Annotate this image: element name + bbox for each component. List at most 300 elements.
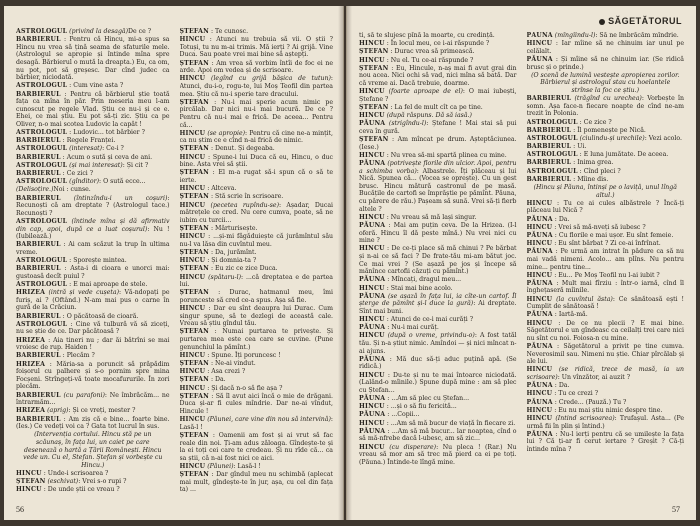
speaker-name: PĂUNA <box>526 311 553 319</box>
stage-direction: (Păunei) <box>207 462 234 470</box>
dialogue-line <box>16 162 170 170</box>
speaker-name: ȘTEFAN <box>179 248 209 256</box>
speaker-name: HINCU <box>359 213 385 221</box>
dialogue-line <box>359 293 517 316</box>
dialogue-line <box>527 151 685 159</box>
dialogue-line <box>359 88 517 103</box>
speaker-name: ȘTEFAN <box>179 193 209 201</box>
speaker-name: ȘTEFAN <box>179 360 209 367</box>
left-page-column-1 <box>16 28 170 502</box>
dialogue-line <box>180 233 334 248</box>
stage-direction: (spătaru-l) <box>208 273 241 281</box>
dialogue-line <box>16 392 170 407</box>
speaker-name: PĂUNA <box>359 276 386 284</box>
speaker-name: HINCU <box>16 486 42 494</box>
dialogue-text: : O păcătoasă de cioară. <box>62 312 139 320</box>
dialogue-line <box>359 395 517 403</box>
speaker-name: HINCU <box>359 40 385 48</box>
dialogue-line <box>359 214 517 222</box>
dialogue-line <box>527 407 685 415</box>
dialogue-line <box>180 274 334 289</box>
dialogue-line <box>16 178 170 186</box>
dialogue-line <box>16 337 170 352</box>
dialogue-line <box>180 328 334 351</box>
dialogue-text: : Nu pleca ! (Rar.) Nu vreau să mor am să trec mă pierd ca ei pe toți. (Păuna.) Întinde-te lîngă mine. <box>359 443 517 466</box>
stage-direction: (foarte aproape de el) <box>388 88 463 96</box>
stage-direction: (cu disperare) <box>389 443 437 451</box>
dialogue-text: : Lasă-l ! <box>179 416 333 431</box>
dialogue-line <box>16 407 170 415</box>
speaker-name: BARBIERUL <box>16 415 61 423</box>
stage-direction: (pecetea rupîndu-se) <box>210 201 279 209</box>
dialogue-text: : Da. <box>210 376 226 384</box>
dialogue-text: : La fel de mult cît ca pe tine. <box>390 103 483 111</box>
speaker-name: ASTROLOGUL <box>16 129 68 137</box>
dialogue-line <box>180 75 334 98</box>
speaker-name: HINCU <box>179 257 206 265</box>
dialogue-line <box>527 72 685 95</box>
speaker-name: HINCU <box>359 403 385 411</box>
stage-direction: (trăgînd cu urechea) <box>574 95 642 103</box>
stage-direction: (privind la desagă) <box>69 28 129 35</box>
dialogue-text: : Mîine dis. <box>573 175 609 183</box>
dialogue-line <box>180 257 334 265</box>
dialogue-text: De ce ? <box>128 28 152 35</box>
dialogue-text: : Eu... Pe Moș Teofil nu l-ai iubit ? <box>554 271 660 279</box>
stage-direction: (Intervenția cortului. Hincu stă pe un scăunaș, în fața lui, un caiet pe care desenează o hartă a Țării Românești. Hincu vede un. Cu el, Stefan. Ștefan și vorbește cu Hincu.) <box>23 431 163 469</box>
page-number-left: 56 <box>16 505 24 514</box>
dialogue-line <box>16 416 170 431</box>
dialogue-text: : Ce zice ? <box>579 118 612 126</box>
stage-direction: (interesat) <box>69 145 103 153</box>
stage-direction: (eschivat) <box>47 478 79 486</box>
stage-direction: (întinde mîna și dă afirmativ din cap, apoi, după ce a luat coșurul) <box>16 217 170 233</box>
dialogue-line <box>16 281 170 289</box>
dialogue-text: : Eu zic ce zice Duca. <box>210 265 278 273</box>
dialogue-line <box>359 48 517 56</box>
right-page-column-2 <box>527 32 685 502</box>
dialogue-text: : Ce zici ? <box>62 170 94 178</box>
dialogue-line <box>359 160 517 213</box>
dialogue-line <box>359 372 517 395</box>
dialogue-text: : Te cunosc. <box>210 28 249 35</box>
dialogue-text: : Ludovic... tot bărbier ? <box>69 129 145 137</box>
speaker-name: HINCU <box>526 319 553 327</box>
stage-direction: (ciulindu-și urechile) <box>579 134 645 142</box>
dialogue-line <box>527 382 685 390</box>
dialogue-text: : El m-a rugat să-i spun că o să te ierte. <box>179 169 333 185</box>
dialogue-line <box>180 193 334 201</box>
dialogue-line <box>527 248 685 271</box>
dialogue-text: : ...Am să plec cu Ștefan... <box>387 394 470 402</box>
speaker-name: ASTROLOGUL <box>16 28 68 35</box>
dialogue-line <box>527 343 685 366</box>
dialogue-text: : De ce-ți place să mă chinui ? Pe bărbat și n-ai ce să faci ? De frate-tău mi-am bătut joc. Ce mai vrei ? (Se așază pe jos și începe să mănînce cartofii căzuți cu pămînt.) <box>359 245 517 276</box>
speaker-name: BARBIERUL <box>16 241 61 249</box>
stage-direction: (mîngîindu-l) <box>554 32 596 39</box>
stage-direction: (și mai interesat) <box>69 161 123 169</box>
dialogue-text: : Ai dreptate. Sînt mai buni. <box>359 300 517 315</box>
dialogue-line <box>527 135 685 143</box>
dialogue-line <box>16 265 170 280</box>
dialogue-text: : Și cit ? <box>122 161 149 169</box>
speaker-name: ASTROLOGUL <box>526 167 578 175</box>
dialogue-line <box>16 28 170 36</box>
speaker-name: HINCU <box>526 199 553 207</box>
dialogue-line <box>180 202 334 225</box>
speaker-name: HINCU <box>179 153 206 161</box>
dialogue-text: : De unde știi ce vreau ? <box>43 486 120 494</box>
dialogue-text: : Denut. Și degeaba. <box>210 145 275 153</box>
speaker-name: ȘTEFAN <box>179 289 209 297</box>
dialogue-text: : Asa crezi ? <box>207 368 246 376</box>
dialogue-line <box>16 352 170 360</box>
speaker-name: ASTROLOGUL <box>526 118 578 126</box>
speaker-name: BARBIERUL <box>16 352 61 360</box>
dialogue-text: : Plecăm ? <box>62 352 95 360</box>
dialogue-line <box>180 305 334 328</box>
dialogue-line <box>16 431 170 469</box>
dialogue-line <box>527 415 685 430</box>
dialogue-line <box>359 285 517 293</box>
stage-direction: (Intind scrisoarea) <box>555 414 615 422</box>
dialogue-text: : Mă duc să-ți aduc puțină apă. (Se ridică.) <box>359 355 517 371</box>
dialogue-text: : Albastrele. Îți plăceau și lui Nică. Spunea că... (Vocea se oprește). Cu un gest brusc. Hincu mătură castronul de pe masă. Bucățile de cartofi se împrăștie pe pămînt. Păuna, cu părere de rău.) Pașeam să sună. Vrei să-ți fierb altele ? <box>359 167 517 213</box>
dialogue-line <box>527 240 685 248</box>
dialogue-text: : Așadar, Ducai mătrețele ce cred. Nu cere cumva, poate, să ne iubim cu turcii... <box>179 201 333 224</box>
speaker-name: BARBIERUL <box>526 159 572 167</box>
dialogue-line <box>180 471 334 494</box>
speaker-name: HINCU <box>359 443 385 451</box>
dialogue-text: : Nu vreau să mă lași singur. <box>386 213 477 221</box>
dialogue-text: : Acum o sută și ceva de ani. <box>62 153 153 161</box>
dialogue-text: : Și domnia-ta ? <box>207 257 257 265</box>
stage-direction: (Delisoțire.) <box>16 186 54 194</box>
dialogue-line <box>527 232 685 240</box>
dialogue-line <box>359 57 517 65</box>
dialogue-line <box>359 411 517 419</box>
dialogue-line <box>527 40 685 55</box>
dialogue-text: : Nu-l ierți pentru că se umilește la fața lui ? Că ți-ar fi cerut iertare ? Greșit ? Că-ți întinde mîna ? <box>526 430 684 453</box>
dialogue-text: : Pentru că bărbierul știe toată fața ca mîna în păr. Prin meseria meu l-am cunoscut pe regele Vlad. Știu ce nu-i și ce e. Ehei, ce mai știu. Eu pot să-ți zic. Știu ca pe Oliver, n-o mai scotea Ludovic la capăt ! <box>16 90 170 128</box>
speaker-name: ASTROLOGUL <box>16 281 68 289</box>
dialogue-text: : Cine vă tulbură vă să ziceți, nu se știe de ce. Dar păcătoasă ? <box>16 320 170 336</box>
dialogue-text: : Tu ce ai cules albăstrele ? Încă-ți plăceau lui Nică ? <box>526 199 684 215</box>
speaker-name: HINCU <box>359 151 385 159</box>
dialogue-text: : Eu, Hincule, n-aș mai fi avut grai din nou acea. Nici ochi să vad, nici mîna să bată. Dar că vreme ai. Dacă trebuie, doarme. <box>359 64 517 87</box>
dialogue-text: : Cum vine asta ? <box>69 82 124 90</box>
dialogue-line <box>359 112 517 120</box>
dialogue-text: : ...și-mi făgăduiește că jurămîntul său nu-l va lăsa din cuvîntul meu. <box>179 233 333 248</box>
speaker-name: ȘTEFAN <box>359 48 389 56</box>
dialogue-text: : Ce sănătoasă ești ! Cumplit de sănătoasă ! <box>526 295 684 311</box>
dialogue-text: : E mai aproape de stele. <box>69 281 148 289</box>
stage-direction: (întinzîndu-i un coșuri) <box>73 194 168 202</box>
dialogue-text: : Spune-i lui Duca că eu, Hincu, o duc bine. Asta vrei să știi. <box>179 153 333 169</box>
dialogue-text: : Spune. Îți poruncesc ! <box>207 351 281 359</box>
speaker-name: ȘTEFAN <box>179 59 209 67</box>
speaker-name: ASTROLOGUL <box>16 145 68 153</box>
dialogue-text: : ...că dreptatea e de partea lui. <box>179 273 333 289</box>
speaker-name: ȘTEFAN <box>16 478 46 486</box>
dialogue-line <box>16 154 170 162</box>
dialogue-line <box>527 176 685 184</box>
stage-direction: (se ridică, trece de masă, ia un scrisoare) <box>526 366 684 381</box>
right-page <box>346 6 696 520</box>
dialogue-text: : Da. <box>554 382 570 390</box>
speaker-name: PĂUNA <box>359 120 386 128</box>
dialogue-line <box>16 36 170 82</box>
dialogue-line <box>527 184 685 199</box>
dialogue-line <box>180 36 334 59</box>
dialogue-line <box>16 145 170 153</box>
speaker-name: PĂUNA <box>526 32 553 39</box>
speaker-name: HINCU <box>359 419 385 427</box>
speaker-name: BARBIERUL <box>16 90 61 98</box>
speaker-name: BARBIERUL <box>16 312 61 320</box>
speaker-name: HINCU <box>526 366 553 374</box>
speaker-name: HINCU <box>179 129 206 137</box>
stage-direction: (intră și vede cușeta) <box>48 289 119 297</box>
speaker-name: ȘTEFAN <box>179 169 209 177</box>
dialogue-text: : Ce-i ? <box>102 145 124 153</box>
dialogue-line <box>359 444 517 467</box>
dialogue-text: : Să îl avut aici încă o mie de drăgani. Duca și-ar fi cules mîndrie. Dar ne-ai vîndut, Hincule ! <box>179 392 333 415</box>
speaker-name: HINCU <box>526 406 553 414</box>
dialogue-line <box>359 324 517 332</box>
running-header-title: SĂGETĂTORUL <box>608 16 682 26</box>
stage-direction: (după răspuns. Dă să iasă.) <box>386 112 472 120</box>
speaker-name: HINCU <box>526 295 553 303</box>
dialogue-text: : A fost tatăl tău. Și n-a știut nimic. Amîndoi — și nici mîncat n-ai ajuns. <box>359 332 517 355</box>
dialogue-text: : Aia tineri nu ; dar ăi bătrîni se mai vroiesc de rup. Haiden ! <box>16 336 170 352</box>
speaker-name: PĂUNA <box>526 382 553 390</box>
speaker-name: ȘTEFAN <box>179 28 209 35</box>
running-header <box>599 16 682 26</box>
dialogue-text: : Am vrea să vorbim întîi de foc ei ne arde. Apoi om vedea și de scrisoare. <box>179 59 333 75</box>
speaker-name: PĂUNA <box>526 430 553 438</box>
dialogue-line <box>180 376 334 384</box>
speaker-name: PĂUNA <box>526 215 553 223</box>
dialogue-line <box>180 249 334 257</box>
dialogue-text: ti, să te slujesc pînă la moarte, cu credință. <box>359 32 495 39</box>
dialogue-text: : Da, jurămînt. <box>210 248 257 256</box>
speaker-name: HINCU <box>359 284 385 292</box>
dialogue-line <box>180 265 334 273</box>
stage-direction: (strigîndu-l) <box>388 120 427 128</box>
dialogue-text: : Pentru că cine ne-a mințit, ca nu știm ce e cînd n-ai frică de nimic. <box>179 129 333 145</box>
dialogue-line <box>359 152 517 160</box>
speaker-name: HINCU <box>179 351 206 359</box>
stage-direction: (gînditor) <box>69 178 100 186</box>
speaker-name: HINCU <box>179 384 206 392</box>
dialogue-line <box>359 428 517 443</box>
bullet-icon <box>599 19 605 25</box>
page-number-right: 57 <box>672 505 680 514</box>
dialogue-text: : Lasă-l ! <box>233 462 261 470</box>
dialogue-line <box>527 127 685 135</box>
dialogue-text: : Iar mîine să ne chinuim iar unul pe celălalt. <box>526 40 684 55</box>
dialogue-line <box>359 245 517 275</box>
dialogue-text: : Ștefane ! Mai stai să pui ceva în gură. <box>359 120 517 135</box>
speaker-name: BARBIERUL <box>526 143 572 151</box>
dialogue-line <box>359 420 517 428</box>
speaker-name: ASTROLOGUL <box>526 151 578 159</box>
dialogue-text: : Nu-i mai sperie acum nimic pe pircălab. Dar nici nu-i mai bucură. De ce ? Pentru că nu-i mai e frică. De aceea... Pentru că... <box>179 98 333 129</box>
speaker-name: HINCU <box>526 414 553 422</box>
dialogue-line <box>180 352 334 360</box>
dialogue-text: : Unde-i scrisoarea ? <box>43 469 109 477</box>
dialogue-text: : Stă scrie în scrisoare. <box>210 193 284 201</box>
speaker-name: PĂUNA <box>526 279 553 287</box>
dialogue-line <box>16 129 170 137</box>
dialogue-line <box>180 28 334 36</box>
speaker-name: ȘTEFAN <box>179 328 209 336</box>
dialogue-text: : Și ce vreți, mester ? <box>68 407 136 415</box>
dialogue-text: : ...Copii... <box>387 411 420 419</box>
dialogue-text: : E luna jumătate. De aceea. <box>579 151 669 159</box>
dialogue-text: : Iartă-mă. <box>554 311 588 319</box>
dialogue-line <box>359 65 517 88</box>
dialogue-line <box>16 313 170 321</box>
dialogue-line <box>180 185 334 193</box>
dialogue-line <box>16 478 170 486</box>
speaker-name: HINCU <box>179 36 206 44</box>
stage-direction: (Hincu și Păuna, întinși pe o laviță, unul lîngă altul.) <box>533 184 677 199</box>
dialogue-line <box>16 218 170 241</box>
dialogue-line <box>359 32 517 40</box>
speaker-name: HRIZEA <box>16 407 46 415</box>
dialogue-text: : De ce nu plecii ? E mai bine. Săgetătorul e un gîndeasc ca ceilalți trei care nici nu sînt cu noi. Foiosa-n cu mine. <box>526 319 684 342</box>
speaker-name: PĂUNA <box>359 221 386 229</box>
dialogue-text: : Și dacă n-o să fie așa ? <box>207 384 283 392</box>
dialogue-text: : Trufașul. Asta... (Pe urmă fii în plin și întind.) <box>526 414 684 430</box>
dialogue-text: : Eu sînt bărbat ? Zi ce-ai înfrînat. <box>554 240 661 248</box>
speaker-name: HINCU <box>179 75 206 83</box>
dialogue-line <box>16 82 170 90</box>
dialogue-line <box>359 316 517 324</box>
speaker-name: ASTROLOGUL <box>16 257 68 265</box>
right-page-columns <box>359 32 684 502</box>
dialogue-line <box>359 403 517 411</box>
dialogue-line <box>16 289 170 312</box>
speaker-name: HINCU <box>526 271 553 279</box>
dialogue-text: : Dar eu sînt deaupra lui Durac. Cum singur spune, să te dezlegi de această cale. Vreau să știu gîndul tău. <box>179 305 333 328</box>
dialogue-line <box>359 40 517 48</box>
stage-direction: (Păunei, care vine din nou să intervină) <box>207 416 331 424</box>
speaker-name: BARBIERUL <box>16 391 61 399</box>
dialogue-text: : Cînd pleci ? <box>579 167 621 175</box>
dialogue-line <box>527 224 685 232</box>
dialogue-line <box>180 225 334 233</box>
speaker-name: BARBIERUL <box>16 153 61 161</box>
stage-direction: (se apropie) <box>207 129 246 137</box>
speaker-name: HINCU <box>359 88 385 96</box>
speaker-name: HRIZEA <box>16 289 46 297</box>
dialogue-line <box>359 136 517 151</box>
speaker-name: HINCU <box>179 273 206 281</box>
speaker-name: ȘTEFAN <box>179 265 209 273</box>
dialogue-text: : Să ne îmbrăcăm mîndrie. <box>595 32 679 39</box>
dialogue-text: : Durac vrea să primească. <box>390 48 475 56</box>
dialogue-text: : Vrei s-o rupi ? <box>78 478 127 486</box>
dialogue-text: : Asta-i di cioara e unorci mai: gustoasă decît puiul ? <box>16 265 170 280</box>
speaker-name: ȘTEFAN <box>179 224 209 232</box>
dialogue-line <box>527 56 685 71</box>
dialogue-line <box>527 366 685 381</box>
speaker-name: HINCU <box>179 462 206 470</box>
dialogue-text: : Mult mai fîrziu : într-o iarnă, cînd îl înghețaseră mîinile. <box>526 279 684 295</box>
speaker-name: PĂUNA <box>359 324 386 332</box>
dialogue-text: : În locul meu, ce i-ai răspunde ? <box>386 40 490 48</box>
dialogue-line <box>16 170 170 178</box>
dialogue-text: : Atunci nu trebuia să vii. O știi ? Totuși, tu nu m-ai trimis. Mă ierți ? Ai grijă. Vine Duca. Sau poate vrei mai bine să aștepți. <box>179 36 333 59</box>
dialogue-line <box>16 186 170 194</box>
dialogue-text: : ...Am să mă bucur de viață în fiecare zi. <box>386 419 516 427</box>
speaker-name: ASTROLOGUL <box>16 178 68 186</box>
speaker-name: HINCU <box>526 390 553 398</box>
dialogue-line <box>16 195 170 218</box>
dialogue-text: : Sporește mintea. <box>69 257 127 265</box>
dialogue-line <box>16 257 170 265</box>
speaker-name: HINCU <box>16 469 42 477</box>
speaker-name: HINCU <box>359 371 385 379</box>
dialogue-text: : Vezi acolo. <box>644 134 682 142</box>
dialogue-text: : Altceva. <box>207 185 237 193</box>
dialogue-text: : Numai purtarea te privește. Și purtarea mea este cea care se cuvine. (Pune genunchiul la pămînt.) <box>179 328 333 351</box>
dialogue-text: : Du-te și nu te mai întoarce niciodată. (Lalănd-o mîinile.) Spune după mine : am să plec cu Ștefan... <box>359 371 517 394</box>
speaker-name: BARBIERUL <box>526 126 572 134</box>
speaker-name: HINCU <box>179 185 206 193</box>
speaker-name: HINCU <box>179 416 206 424</box>
dialogue-text: : Nu vrea să-mi spartă plinea cu mine. <box>386 151 507 159</box>
speaker-name: PĂUNA <box>526 248 553 256</box>
stage-direction: (cu parafoni) <box>63 391 105 399</box>
dialogue-line <box>359 222 517 245</box>
speaker-name: BARBIERUL <box>526 175 572 183</box>
dialogue-line <box>16 241 170 256</box>
speaker-name: ȘTEFAN <box>179 145 209 153</box>
speaker-name: BARBIERUL <box>16 194 61 202</box>
speaker-name: HINCU <box>179 305 206 313</box>
dialogue-text: : Crede... (Pauză.) Tu ? <box>554 398 627 406</box>
dialogue-text: : Inima grea. <box>573 159 614 167</box>
speaker-name: HINCU <box>179 233 206 241</box>
dialogue-text: : Și mîine să ne chinuim iar. (Se ridică brusc și o prinde.) <box>526 55 684 71</box>
speaker-name: HINCU <box>359 56 385 64</box>
speaker-name: BARBIERUL <box>16 137 61 145</box>
dialogue-line <box>180 169 334 184</box>
dialogue-text: : Mărturisește. <box>210 224 258 232</box>
dialogue-text: : Am ziș că e bine... foarte bine. (Ies.) Ce vedeți voi ca ? Gata tot lucrul în sus. <box>16 415 170 431</box>
dialogue-line <box>180 393 334 416</box>
dialogue-text: : Ne îmbrăcăm... ne întrarmăm... <box>16 391 170 407</box>
speaker-name: PĂUNA <box>359 394 386 402</box>
dialogue-text: : Mai am puțin ceva. De la Hrizea. (I-l oferă. Hincu îl dă peste mînă.) Nu vrei nici cu mine ? <box>359 221 517 245</box>
speaker-name: ȘTEFAN <box>179 431 209 439</box>
dialogue-text: : Am mîncat pe drum. Așteptăciunea. (Iese.) <box>359 136 517 151</box>
dialogue-line <box>16 321 170 336</box>
dialogue-text: : Recunoști că am dreptate ? (Astrologul tace.) Recunoști ? <box>16 194 170 217</box>
dialogue-line <box>180 130 334 145</box>
speaker-name: ȘTEFAN <box>359 103 389 111</box>
dialogue-text: : Pe urmă am intrat în pădure ca să nu mai vadă nimeni. Acolo... am plîns. Nu pentru mine... pentru tine... <box>526 248 684 271</box>
dialogue-line <box>16 137 170 145</box>
dialogue-line <box>359 104 517 112</box>
dialogue-line <box>527 320 685 343</box>
dialogue-line <box>359 332 517 355</box>
speaker-name: PĂUNA <box>526 55 553 63</box>
